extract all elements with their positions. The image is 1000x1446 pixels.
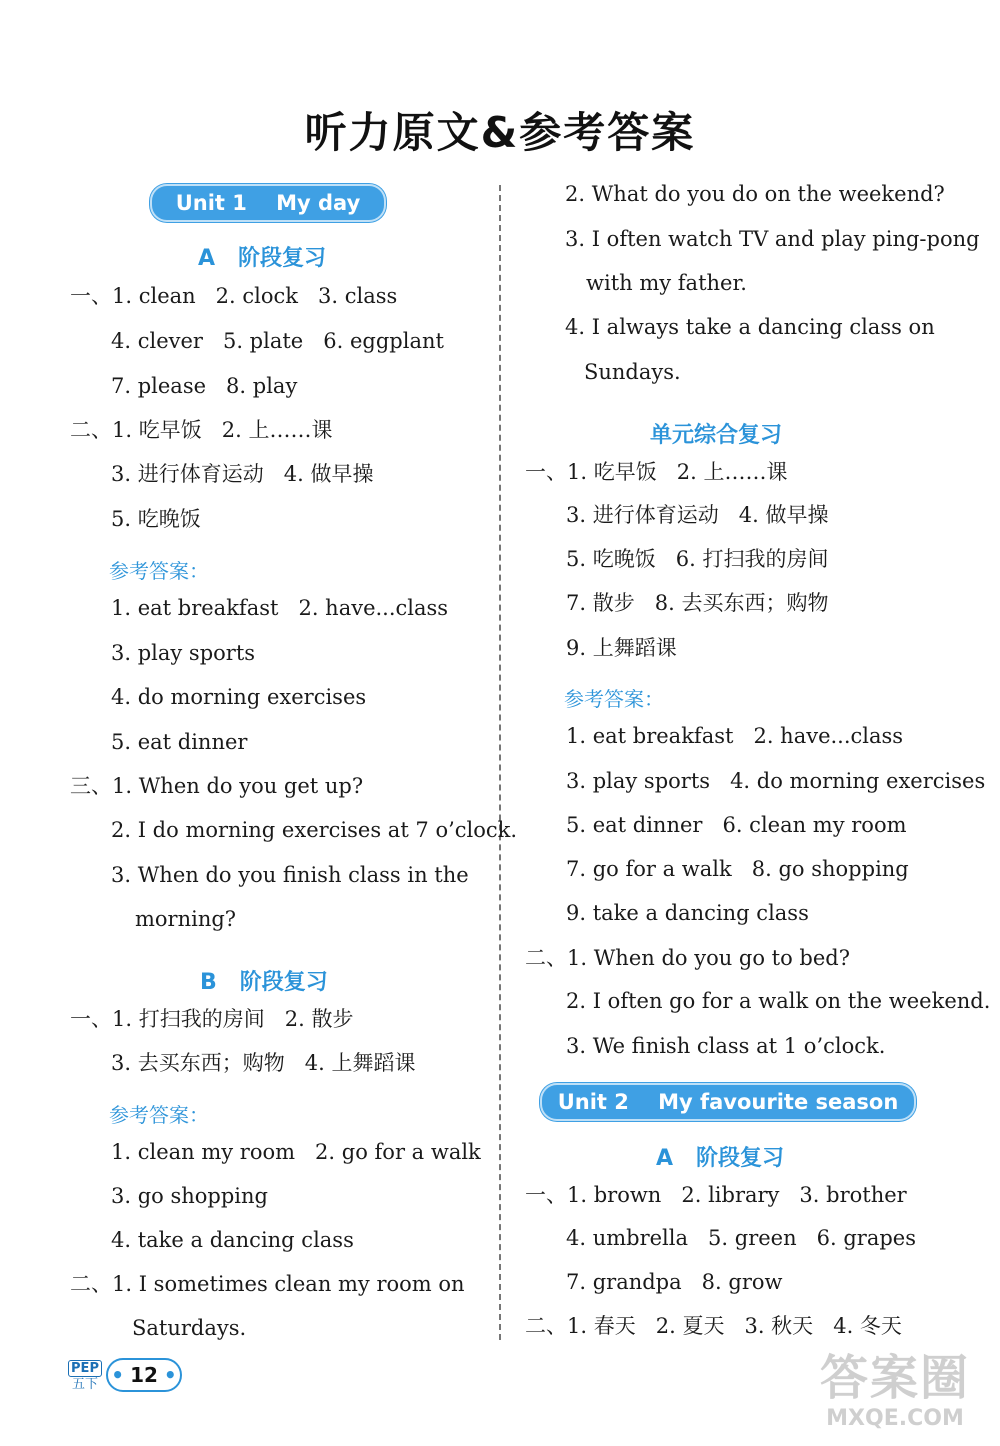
answer-line: 1. eat breakfast 2. have...class xyxy=(566,724,904,748)
page-number-value: 12 xyxy=(130,1363,158,1387)
column-divider xyxy=(499,185,501,1340)
answer-line: 二、1. When do you go to bed? xyxy=(525,946,851,970)
answer-line: 5. 吃晚饭 xyxy=(111,507,201,531)
answer-line: 3. go shopping xyxy=(111,1184,268,1208)
answer-line: 3. 进行体育运动 4. 做早操 xyxy=(566,503,829,527)
watermark-logo: 答案圈 xyxy=(819,1350,970,1406)
answer-line: 3. I often watch TV and play ping-pong xyxy=(565,227,980,251)
answer-line: 1. eat breakfast 2. have...class xyxy=(111,596,449,620)
answer-line: 二、1. 春天 2. 夏天 3. 秋天 4. 冬天 xyxy=(525,1314,902,1338)
dot-icon: • xyxy=(163,1363,177,1387)
pep-label: PEP xyxy=(68,1360,102,1377)
answer-line: 3. play sports 4. do morning exercises xyxy=(566,769,986,793)
answer-line: 3. We finish class at 1 o’clock. xyxy=(566,1034,886,1058)
page-title: 听力原文&参考答案 xyxy=(304,108,696,157)
answer-line: 4. clever 5. plate 6. eggplant xyxy=(111,329,444,353)
answer-line: 7. please 8. play xyxy=(111,374,298,398)
answer-line: 3. 进行体育运动 4. 做早操 xyxy=(111,462,374,486)
grade-label: 五下 xyxy=(71,1377,98,1392)
answer-line: 3. When do you finish class in the xyxy=(111,863,469,887)
section-a-heading: A 阶段复习 xyxy=(198,246,327,271)
answer-line: 7. grandpa 8. grow xyxy=(566,1270,783,1294)
answer-line: 4. do morning exercises xyxy=(111,685,367,709)
answer-line: 7. 散步 8. 去买东西；购物 xyxy=(566,591,829,615)
answer-line: 2. I often go for a walk on the weekend. xyxy=(566,989,991,1013)
reference-answer-label: 参考答案： xyxy=(109,1103,209,1127)
answer-line: Sundays. xyxy=(584,360,681,384)
answer-line: 3. 去买东西；购物 4. 上舞蹈课 xyxy=(111,1051,416,1075)
section-b-heading: B 阶段复习 xyxy=(200,970,328,995)
page-number xyxy=(106,1358,182,1392)
unit1-banner: Unit 1 My day xyxy=(150,184,386,222)
answer-line: 9. take a dancing class xyxy=(566,901,809,925)
answer-line: 4. I always take a dancing class on xyxy=(565,315,935,339)
answer-line: 4. take a dancing class xyxy=(111,1228,354,1252)
answer-line: 二、1. I sometimes clean my room on xyxy=(70,1272,465,1296)
dot-icon: • xyxy=(111,1363,125,1387)
answer-line: 5. 吃晚饭 6. 打扫我的房间 xyxy=(566,547,829,571)
reference-answer-label: 参考答案： xyxy=(109,559,209,583)
watermark-url: MXQE.COM xyxy=(826,1406,964,1431)
answer-line: 一、1. brown 2. library 3. brother xyxy=(525,1183,907,1207)
answer-line: 2. What do you do on the weekend? xyxy=(565,182,945,206)
answer-line: 2. I do morning exercises at 7 o’clock. xyxy=(111,818,518,842)
unit2-banner: Unit 2 My favourite season xyxy=(540,1083,916,1121)
answer-line: 一、1. clean 2. clock 3. class xyxy=(70,284,398,308)
answer-line: 三、1. When do you get up? xyxy=(70,774,364,798)
answer-line: 4. umbrella 5. green 6. grapes xyxy=(566,1226,916,1250)
answer-line: with my father. xyxy=(586,271,747,295)
grade-badge xyxy=(68,1360,102,1392)
answer-line: 5. eat dinner xyxy=(111,730,248,754)
answer-line: 5. eat dinner 6. clean my room xyxy=(566,813,907,837)
answer-line: morning? xyxy=(135,907,237,931)
answer-line: 9. 上舞蹈课 xyxy=(566,636,677,660)
unit-review-heading: 单元综合复习 xyxy=(650,423,783,448)
answer-line: 1. clean my room 2. go for a walk xyxy=(111,1140,481,1164)
watermark xyxy=(800,1350,990,1440)
answer-line: 一、1. 打扫我的房间 2. 散步 xyxy=(70,1007,354,1031)
section-a2-heading: A 阶段复习 xyxy=(656,1146,785,1171)
answer-line: 一、1. 吃早饭 2. 上……课 xyxy=(525,460,788,484)
answer-line: 7. go for a walk 8. go shopping xyxy=(566,857,909,881)
answer-line: Saturdays. xyxy=(132,1316,247,1340)
reference-answer-label: 参考答案： xyxy=(564,687,664,711)
answer-line: 3. play sports xyxy=(111,641,256,665)
answer-line: 二、1. 吃早饭 2. 上……课 xyxy=(70,418,333,442)
